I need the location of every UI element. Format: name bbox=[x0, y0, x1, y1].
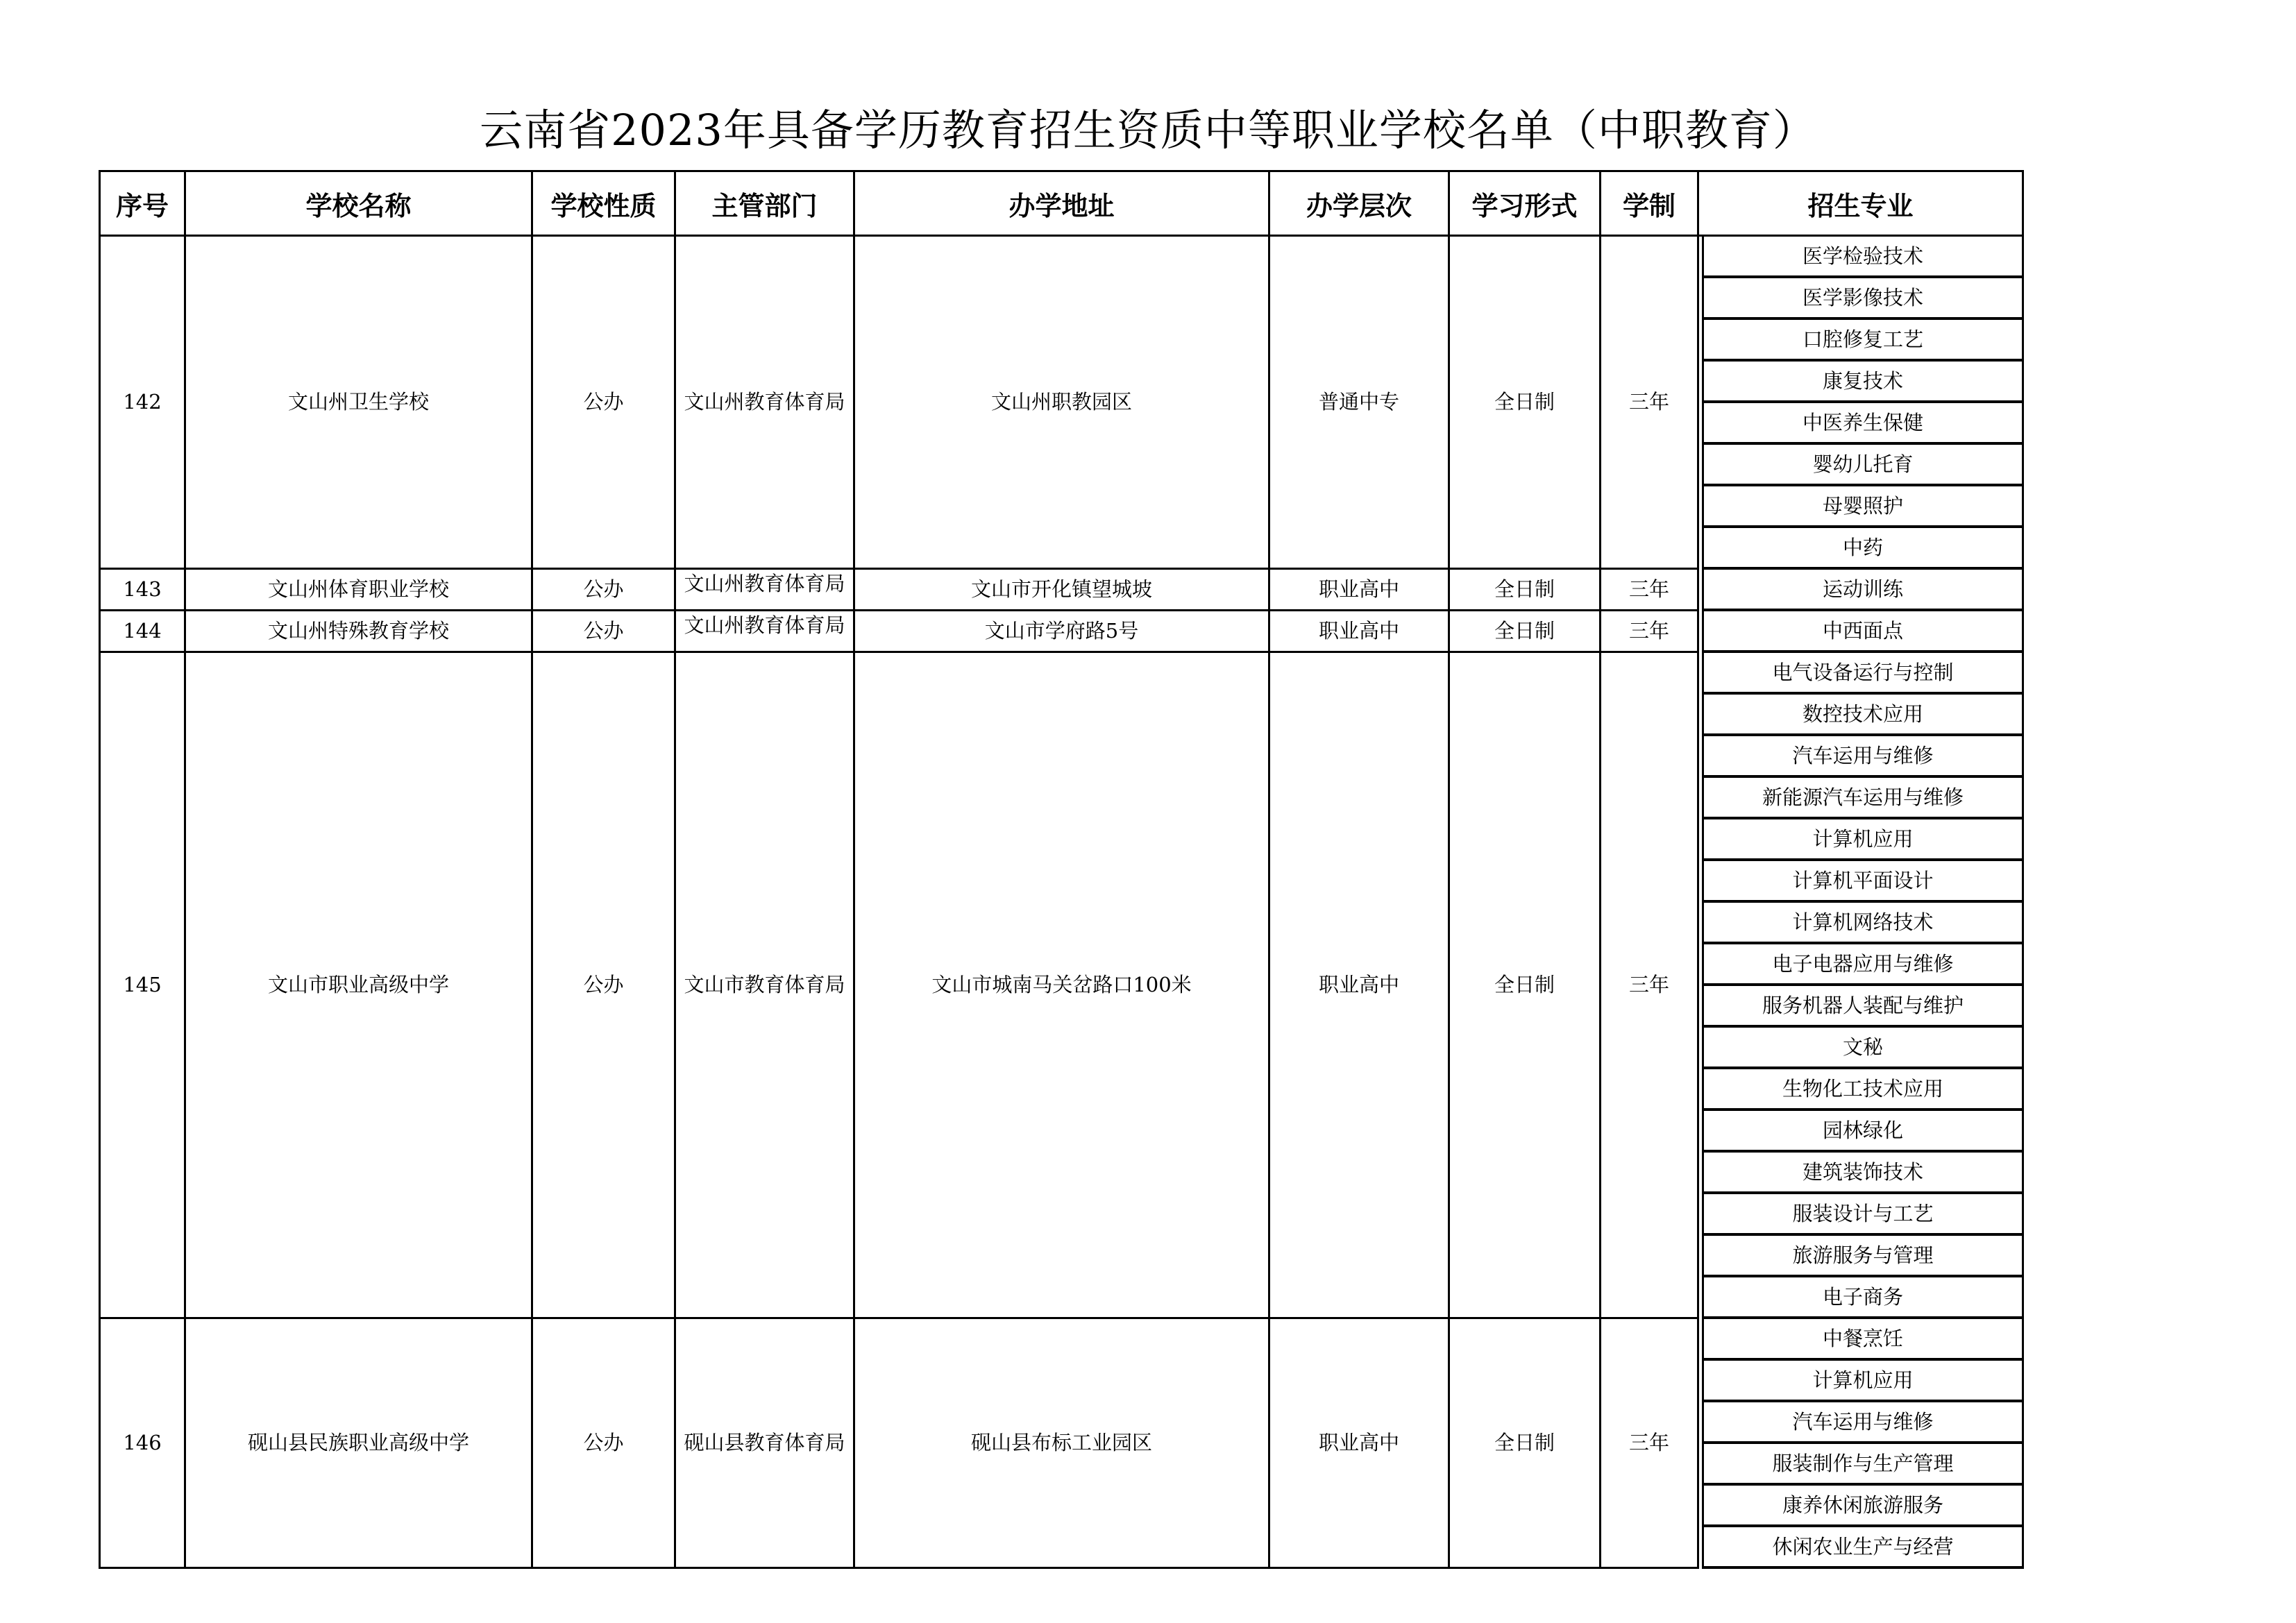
school-authority bbox=[675, 1318, 854, 1567]
major-cell: 医学影像技术 bbox=[1703, 277, 2023, 318]
table-row bbox=[100, 568, 2023, 610]
school-address: 文山州职教园区 bbox=[854, 236, 1269, 569]
major-cell: 运动训练 bbox=[1703, 568, 2023, 610]
major-cell: 婴幼儿托育 bbox=[1703, 443, 2023, 485]
school-authority bbox=[675, 568, 854, 610]
major-cell: 中西面点 bbox=[1703, 610, 2023, 652]
school-index: 143 bbox=[100, 568, 185, 610]
school-nature: 公办 bbox=[532, 610, 675, 652]
school-authority-text: 文山市教育体育局 bbox=[684, 973, 845, 996]
school-level: 职业高中 bbox=[1269, 610, 1449, 652]
school-level: 职业高中 bbox=[1269, 1318, 1449, 1567]
column-spacer bbox=[1698, 1318, 1703, 1567]
school-level: 职业高中 bbox=[1269, 652, 1449, 1318]
column-spacer bbox=[1698, 610, 1703, 652]
header-majors: 招生专业 bbox=[1698, 171, 2023, 236]
major-cell: 建筑装饰技术 bbox=[1703, 1151, 2023, 1193]
school-authority bbox=[675, 652, 854, 1318]
school-index: 144 bbox=[100, 610, 185, 652]
header-authority: 主管部门 bbox=[675, 171, 854, 236]
major-cell: 园林绿化 bbox=[1703, 1110, 2023, 1151]
school-study-form: 全日制 bbox=[1449, 1318, 1601, 1567]
school-authority-text: 砚山县教育体育局 bbox=[684, 1431, 845, 1454]
header-nature: 学校性质 bbox=[532, 171, 675, 236]
major-cell: 计算机平面设计 bbox=[1703, 860, 2023, 901]
school-duration: 三年 bbox=[1601, 568, 1698, 610]
major-cell: 生物化工技术应用 bbox=[1703, 1068, 2023, 1110]
school-index: 146 bbox=[100, 1318, 185, 1567]
major-cell: 计算机应用 bbox=[1703, 1359, 2023, 1401]
major-cell: 休闲农业生产与经营 bbox=[1703, 1526, 2023, 1567]
major-cell: 电子电器应用与维修 bbox=[1703, 943, 2023, 985]
school-study-form: 全日制 bbox=[1449, 236, 1601, 569]
major-cell: 中药 bbox=[1703, 527, 2023, 568]
table-row bbox=[100, 652, 2023, 693]
major-cell: 服装制作与生产管理 bbox=[1703, 1443, 2023, 1484]
school-study-form: 全日制 bbox=[1449, 652, 1601, 1318]
major-cell: 电气设备运行与控制 bbox=[1703, 652, 2023, 693]
major-cell: 汽车运用与维修 bbox=[1703, 1401, 2023, 1443]
major-cell: 医学检验技术 bbox=[1703, 236, 2023, 278]
major-cell: 母婴照护 bbox=[1703, 485, 2023, 527]
major-cell: 新能源汽车运用与维修 bbox=[1703, 776, 2023, 818]
major-cell: 文秘 bbox=[1703, 1026, 2023, 1068]
school-address: 砚山县布标工业园区 bbox=[854, 1318, 1269, 1567]
header-index: 序号 bbox=[100, 171, 185, 236]
major-cell: 计算机网络技术 bbox=[1703, 901, 2023, 943]
school-nature: 公办 bbox=[532, 568, 675, 610]
header-level: 办学层次 bbox=[1269, 171, 1449, 236]
major-cell: 康养休闲旅游服务 bbox=[1703, 1484, 2023, 1526]
school-nature: 公办 bbox=[532, 1318, 675, 1567]
school-name: 文山州卫生学校 bbox=[185, 236, 532, 569]
table-row bbox=[100, 1318, 2023, 1359]
school-study-form: 全日制 bbox=[1449, 610, 1601, 652]
school-address: 文山市开化镇望城坡 bbox=[854, 568, 1269, 610]
school-name: 文山市职业高级中学 bbox=[185, 652, 532, 1318]
major-cell: 汽车运用与维修 bbox=[1703, 735, 2023, 776]
school-name: 砚山县民族职业高级中学 bbox=[185, 1318, 532, 1567]
school-index: 142 bbox=[100, 236, 185, 569]
table-body bbox=[100, 236, 2023, 1568]
school-authority-text: 文山州教育体育局 bbox=[684, 390, 845, 414]
school-duration: 三年 bbox=[1601, 652, 1698, 1318]
major-cell: 口腔修复工艺 bbox=[1703, 318, 2023, 360]
school-index: 145 bbox=[100, 652, 185, 1318]
table-row bbox=[100, 610, 2023, 652]
school-nature: 公办 bbox=[532, 236, 675, 569]
document-title: 云南省2023年具备学历教育招生资质中等职业学校名单（中职教育） bbox=[480, 105, 1816, 155]
major-cell: 电子商务 bbox=[1703, 1276, 2023, 1318]
major-cell: 中医养生保健 bbox=[1703, 402, 2023, 443]
column-spacer bbox=[1698, 236, 1703, 569]
school-duration: 三年 bbox=[1601, 236, 1698, 569]
major-cell: 计算机应用 bbox=[1703, 818, 2023, 860]
school-duration: 三年 bbox=[1601, 610, 1698, 652]
column-spacer bbox=[1698, 568, 1703, 610]
major-cell: 服装设计与工艺 bbox=[1703, 1193, 2023, 1234]
header-address: 办学地址 bbox=[854, 171, 1269, 236]
school-level: 普通中专 bbox=[1269, 236, 1449, 569]
school-name: 文山州特殊教育学校 bbox=[185, 610, 532, 652]
major-cell: 旅游服务与管理 bbox=[1703, 1234, 2023, 1276]
school-address: 文山市学府路5号 bbox=[854, 610, 1269, 652]
table-row bbox=[100, 236, 2023, 278]
header-school-name: 学校名称 bbox=[185, 171, 532, 236]
school-nature: 公办 bbox=[532, 652, 675, 1318]
school-duration: 三年 bbox=[1601, 1318, 1698, 1567]
school-level: 职业高中 bbox=[1269, 568, 1449, 610]
school-authority bbox=[675, 236, 854, 569]
school-authority bbox=[675, 610, 854, 652]
table-header-row bbox=[100, 171, 2023, 236]
major-cell: 康复技术 bbox=[1703, 360, 2023, 402]
major-cell: 数控技术应用 bbox=[1703, 693, 2023, 735]
school-authority-text: 文山州教育体育局 bbox=[684, 613, 845, 637]
school-address: 文山市城南马关岔路口100米 bbox=[854, 652, 1269, 1318]
header-study-form: 学习形式 bbox=[1449, 171, 1601, 236]
school-name: 文山州体育职业学校 bbox=[185, 568, 532, 610]
major-cell: 服务机器人装配与维护 bbox=[1703, 985, 2023, 1026]
column-spacer bbox=[1698, 652, 1703, 1318]
major-cell: 中餐烹饪 bbox=[1703, 1318, 2023, 1359]
school-study-form: 全日制 bbox=[1449, 568, 1601, 610]
school-authority-text: 文山州教育体育局 bbox=[684, 571, 845, 595]
school-table bbox=[99, 170, 2024, 1569]
header-duration: 学制 bbox=[1601, 171, 1698, 236]
